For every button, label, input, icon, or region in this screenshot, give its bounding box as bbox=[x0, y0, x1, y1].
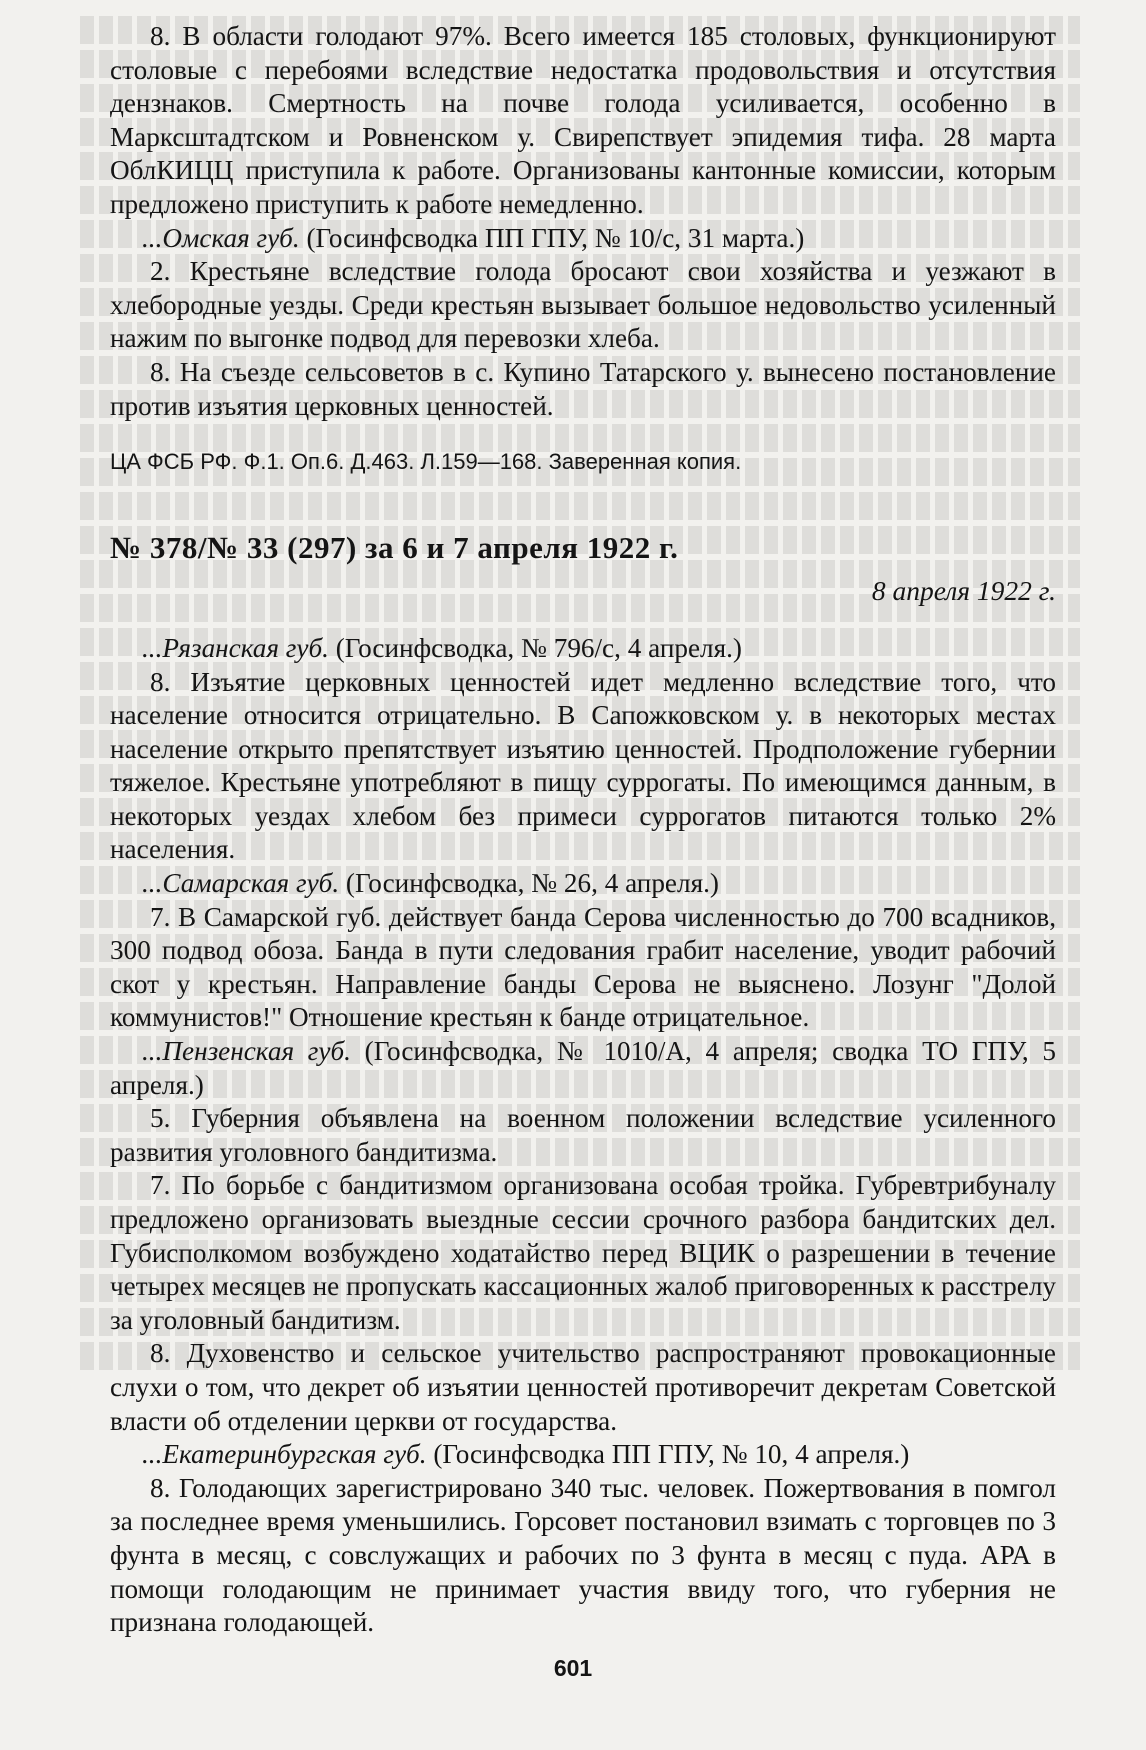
paragraph: 8. Изъятие церковных ценностей идет медленно вследствие того, что население относится отрицательно. В Сапожковском у. в некоторых местах население открыто препятствует изъятию ценностей. Продположение губернии тяжелое. Крестьяне употребляют в пищу суррогаты. По имеющимся данным, в некоторых уездах хлебом без примеси суррогатов питаются только 2% населения. bbox=[110, 666, 1056, 865]
source-line bbox=[110, 867, 1056, 901]
paragraph: 5. Губерния объявлена на военном положении вследствие усиленного развития уголовного бандитизма. bbox=[110, 1103, 1056, 1167]
region-name: ...Екатеринбургская губ. bbox=[142, 1439, 427, 1470]
region-name: ...Самарская губ. bbox=[142, 868, 340, 899]
paragraph: 8. Голодающих зарегистрировано 340 тыс. человек. Пожертвования в помгол за последнее время уменьшились. Горсовет постановил взимать с торговцев по 3 фунта в месяц, с совслужащих и рабочих по 3 фунта в месяц с пуда. АРА в помощи голодающим не принимает участия ввиду того, что губерния не признана голодающей. bbox=[110, 1472, 1056, 1638]
source-citation: (Госинфсводка, № 26, 4 апреля.) bbox=[339, 868, 719, 899]
page-number: 601 bbox=[553, 1655, 593, 1681]
source-line bbox=[110, 1438, 1056, 1472]
region-name: ...Пензенская губ. bbox=[142, 1036, 351, 1067]
region-name: ...Омская губ. bbox=[142, 222, 300, 253]
paragraph: 8. Духовенство и сельское учительство распространяют провокационные слухи о том, что декрет об изъятии ценностей противоречит декретам Советской власти об отделении церкви от государства. bbox=[110, 1338, 1056, 1436]
paragraph: 8. В области голодают 97%. Всего имеется 185 столовых, функционируют столовые с перебоями вследствие недостатка продовольствия и отсутствия дензнаков. Смертность на почве голода усиливается, особенно в Марксштадтском и Ровненском у. Свирепствует эпидемия тифа. 28 марта ОблКИЦЦ приступила к работе. Организованы кантонные комиссии, которым предложено приступить к работе немедленно. bbox=[110, 21, 1056, 219]
region-name: ...Рязанская губ. bbox=[142, 632, 329, 663]
archive-reference: ЦА ФСБ РФ. Ф.1. Оп.6. Д.463. Л.159—168. Заверенная копия. bbox=[110, 449, 742, 475]
source-line bbox=[110, 1035, 1056, 1102]
source-citation: (Госинфсводка, № 1010/А, 4 апреля; сводка ТО ГПУ, 5 апреля.) bbox=[110, 1036, 1056, 1100]
source-citation: (Госинфсводка, № 796/с, 4 апреля.) bbox=[328, 632, 742, 663]
paragraph: 7. В Самарской губ. действует банда Серова численностью до 700 всадников, 300 подвод обоза. Банда в пути следования грабит население, уводит рабочий скот у крестьян. Направление банды Серова не выяснено. Лозунг "Долой коммунистов!" Отношение крестьян к банде отрицательное. bbox=[110, 901, 1056, 1033]
document-date: 8 апреля 1922 г. bbox=[871, 575, 1056, 607]
source-line bbox=[110, 222, 1056, 256]
source-citation: (Госинфсводка ПП ГПУ, № 10, 4 апреля.) bbox=[426, 1439, 910, 1470]
source-line bbox=[110, 632, 1056, 666]
document-header: № 378/№ 33 (297) за 6 и 7 апреля 1922 г. bbox=[110, 529, 679, 565]
paragraph: 8. На съезде сельсоветов в с. Купино Татарского у. вынесено постановление против изъятия церковных ценностей. bbox=[110, 356, 1056, 421]
source-citation: (Госинфсводка ПП ГПУ, № 10/с, 31 марта.) bbox=[299, 222, 805, 253]
paragraph: 7. По борьбе с бандитизмом организована особая тройка. Губревтрибуналу предложено организовать выездные сессии срочного разбора бандитских дел. Губисполкомом возбуждено ходатайство перед ВЦИК о разрешении в течение четырех месяцев не пропускать кассационных жалоб приговоренных к расстрелу за уголовный бандитизм. bbox=[110, 1170, 1056, 1335]
paragraph: 2. Крестьяне вследствие голода бросают свои хозяйства и уезжают в хлебородные уезды. Среди крестьян вызывает большое недовольство усиленный нажим по выгонке подвод для перевозки хлеба. bbox=[110, 256, 1056, 354]
